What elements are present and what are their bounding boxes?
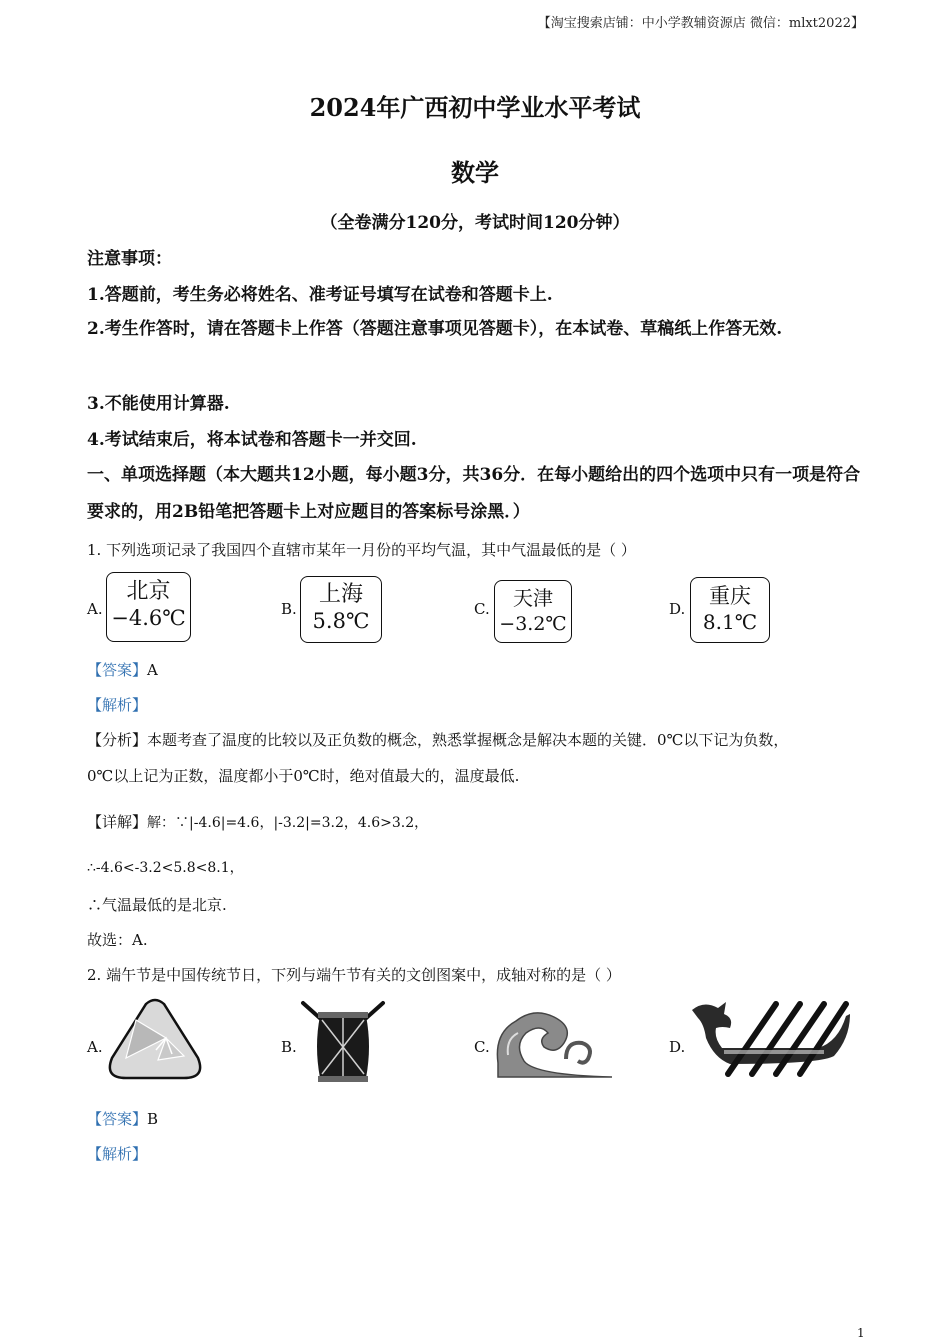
q1-detail-line2: ∴-4.6<-3.2<5.8<8.1， — [87, 860, 244, 876]
q1-option-c-temp: −3.2℃ — [499, 613, 567, 635]
notice-item-4: 4.考试结束后，将本试卷和答题卡一并交回. — [87, 430, 417, 450]
section-heading: 一、单项选择题（本大题共12小题，每小题3分，共36分．在每小题给出的四个选项中只有一项是符合要求的，用2B铅笔把答题卡上对应题目的答案标号涂黑．） — [87, 465, 861, 522]
q1-fenxi-line2: 0℃以上记为正数，温度都小于0℃时，绝对值最大的，温度最低. — [87, 767, 520, 785]
q1-stem: 1. 下列选项记录了我国四个直辖市某年一月份的平均气温，其中气温最低的是（ ） — [87, 541, 636, 559]
q1-fenxi-line1 — [87, 729, 877, 751]
q1-fenxi-text1: 本题考查了温度的比较以及正负数的概念，熟悉掌握概念是解决本题的关键．0℃以下记为负数， — [147, 731, 789, 749]
q1-option-d-city: 重庆 — [709, 584, 751, 608]
header-note: 【淘宝搜索店铺：中小学教辅资源店 微信：mlxt2022】 — [537, 16, 864, 31]
q1-analysis-tag: 【解析】 — [87, 696, 148, 714]
q1-answer-tag: 【答案】 — [87, 661, 148, 679]
q1-detail-line3: ∴气温最低的是北京. — [87, 896, 227, 914]
q1-option-c-city: 天津 — [513, 586, 553, 610]
q1-option-d-box — [690, 577, 770, 643]
q2-answer — [87, 1108, 158, 1130]
q2-stem: 2. 端午节是中国传统节日，下列与端午节有关的文创图案中，成轴对称的是（ ） — [87, 966, 621, 984]
q1-option-a-temp: −4.6℃ — [111, 606, 186, 630]
q2-option-d-letter: D. — [669, 1038, 686, 1056]
q1-answer-value: A — [147, 661, 158, 679]
wave-cloud-icon — [494, 1003, 614, 1081]
q2-answer-tag: 【答案】 — [87, 1110, 148, 1128]
q1-option-d-letter: D. — [669, 600, 686, 618]
zongzi-icon — [106, 998, 204, 1082]
notice-item-3: 3.不能使用计算器. — [87, 394, 230, 414]
q1-answer — [87, 659, 158, 681]
q1-option-c-letter: C. — [474, 600, 490, 618]
q2-option-a-letter: A. — [87, 1038, 103, 1056]
notice-item-1: 1.答题前，考生务必将姓名、准考证号填写在试卷和答题卡上. — [87, 285, 553, 305]
q1-detail-tag: 【详解】 — [87, 813, 148, 831]
subject-title: 数学 — [451, 158, 499, 187]
q1-option-a-box — [106, 572, 191, 642]
q1-option-a-letter: A. — [87, 600, 103, 618]
q1-choose: 故选：A. — [87, 931, 148, 949]
exam-info: （全卷满分120分，考试时间120分钟） — [320, 213, 630, 233]
q1-option-d-temp: 8.1℃ — [702, 610, 758, 634]
q1-fenxi-tag: 【分析】 — [87, 731, 148, 749]
q1-option-c-box — [494, 580, 572, 643]
q2-answer-value: B — [147, 1110, 159, 1128]
q2-option-b-letter: B. — [281, 1038, 297, 1056]
q2-option-c-letter: C. — [474, 1038, 490, 1056]
notice-heading: 注意事项： — [87, 249, 172, 269]
q1-detail-line1 — [87, 811, 428, 834]
q1-option-b-city: 上海 — [318, 582, 363, 607]
exam-title: 2024年广西初中学业水平考试 — [309, 93, 641, 122]
page-number: 1 — [857, 1326, 865, 1340]
dragon-boat-icon — [690, 998, 852, 1084]
q1-option-b-temp: 5.8℃ — [312, 609, 370, 633]
q2-analysis-tag: 【解析】 — [87, 1145, 148, 1163]
q1-option-b-box — [300, 576, 382, 643]
q1-detail-text1: 解：∵|-4.6|=4.6，|-3.2|=3.2，4.6>3.2， — [147, 815, 429, 831]
q1-option-b-letter: B. — [281, 600, 297, 618]
q1-option-a-city: 北京 — [126, 579, 171, 604]
notice-item-2: 2.考生作答时，请在答题卡上作答（答题注意事项见答题卡），在本试卷、草稿纸上作答无效. — [87, 319, 783, 339]
drum-icon — [300, 998, 386, 1084]
